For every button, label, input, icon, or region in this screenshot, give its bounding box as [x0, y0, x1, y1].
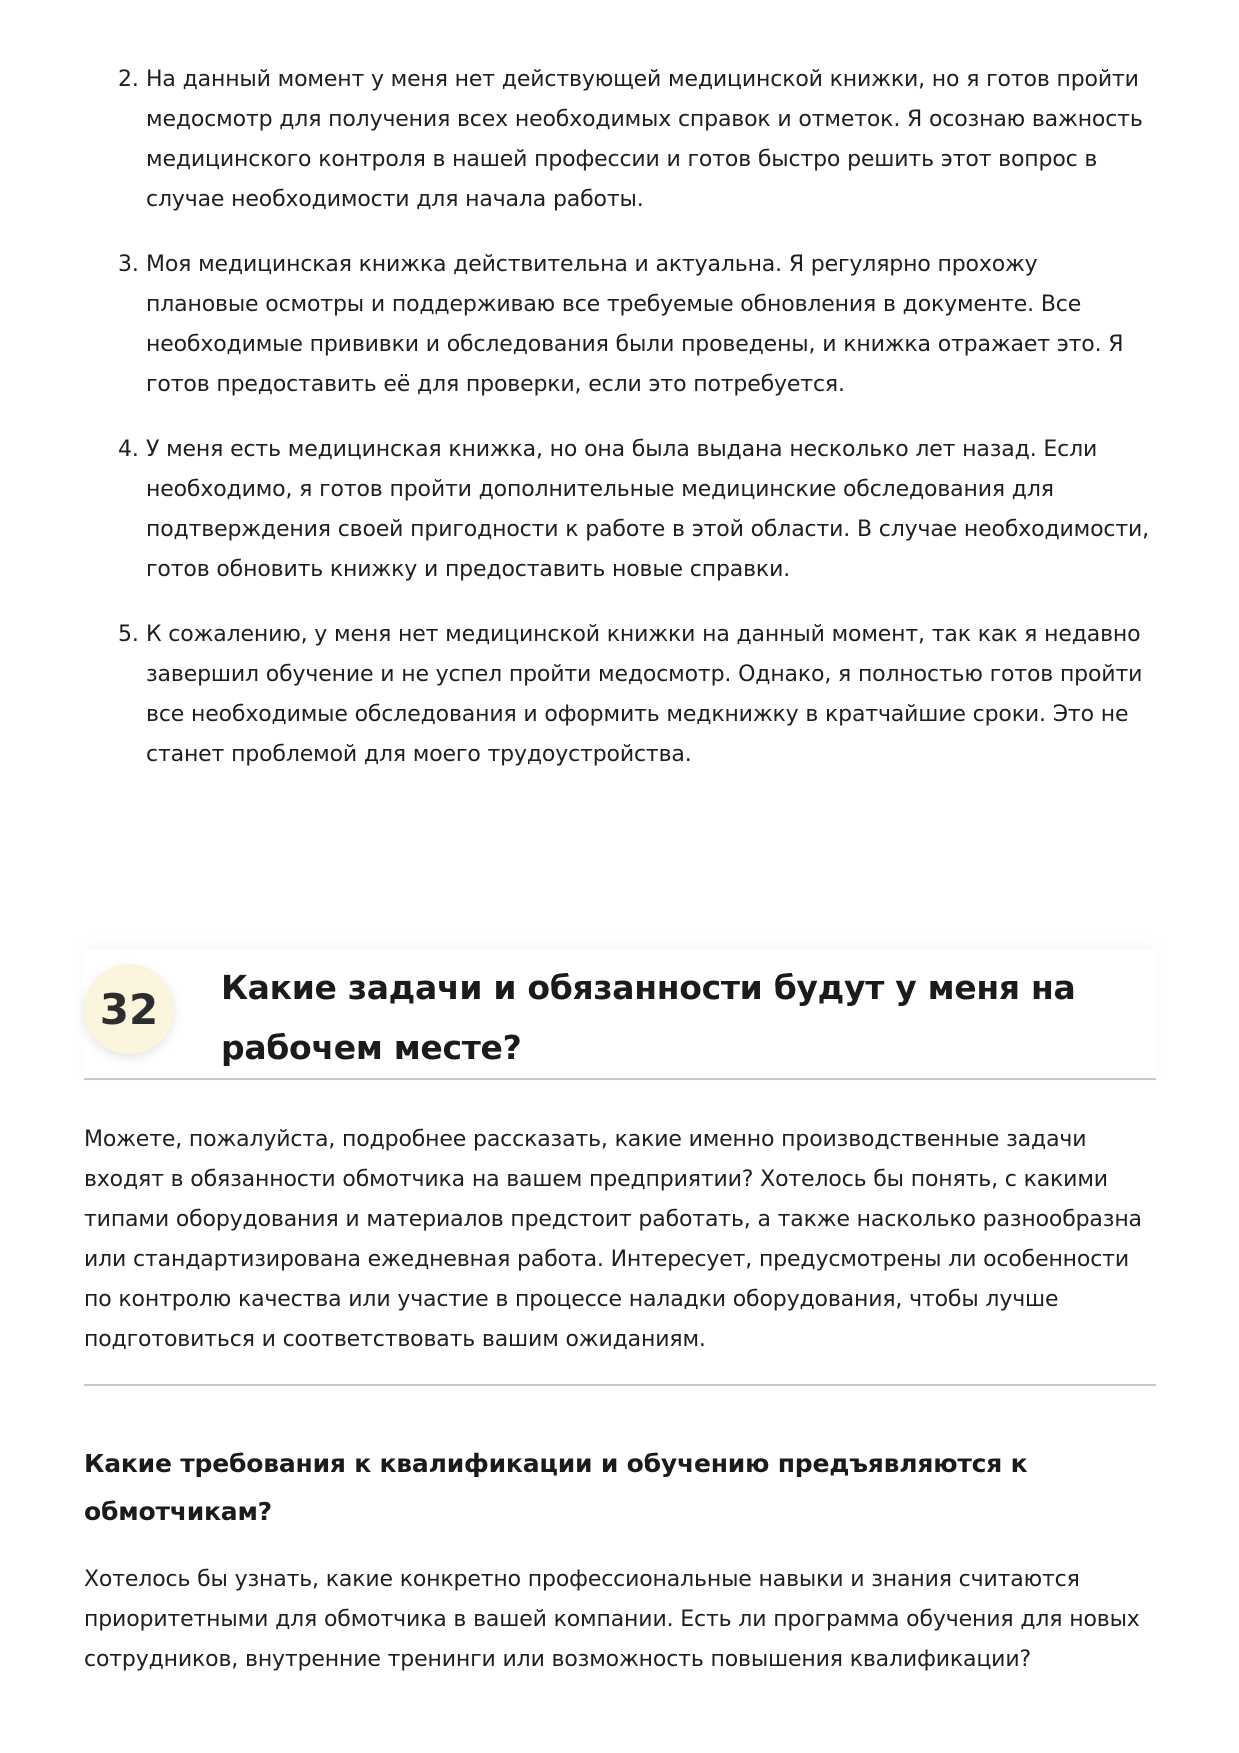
answer-list — [84, 60, 1156, 800]
answer-number: 5. — [118, 622, 139, 647]
answer-item-4 — [84, 430, 1156, 590]
question-title: Какие задачи и обязанности будут у меня на рабочем месте? — [221, 968, 1076, 1067]
answer-number: 2. — [118, 67, 139, 92]
answer-number: 3. — [118, 252, 139, 277]
question-description: Можете, пожалуйста, подробнее рассказать, какие именно производственные задачи входят в обязанности обмотчика на вашем предприятии? Хотелось бы понять, с какими типами оборудования и материалов предстоит работать, а также насколько разнообразна или стандартизирована ежедневная работа. Интересует, предусмотрены ли особенности по контролю качества или участие в процессе наладки оборудования, чтобы лучше подготовиться и соответствовать вашим ожиданиям. — [84, 1127, 1142, 1352]
answer-item-3 — [84, 245, 1156, 405]
subquestion-title: Какие требования к квалификации и обучению предъявляются к обмотчикам? — [84, 1449, 1028, 1526]
answer-item-2 — [84, 60, 1156, 220]
answer-text: К сожалению, у меня нет медицинской книжки на данный момент, так как я недавно завершил обучение и не успел пройти медосмотр. Однако, я полностью готов пройти все необходимые обследования и оформить медкнижку в кратчайшие сроки. Это не станет проблемой для моего трудоустройства. — [146, 622, 1143, 767]
answer-text: На данный момент у меня нет действующей медицинской книжки, но я готов пройти медосмотр для получения всех необходимых справок и отметок. Я осознаю важность медицинского контроля в нашей профессии и готов быстро решить этот вопрос в случае необходимости для начала работы. — [146, 67, 1143, 212]
answer-number: 4. — [118, 437, 139, 462]
question-number-badge: 32 — [84, 964, 174, 1054]
answer-item-5 — [84, 615, 1156, 775]
question-header — [84, 950, 1156, 1080]
section-divider — [84, 1384, 1156, 1386]
subquestion-description: Хотелось бы узнать, какие конкретно профессиональные навыки и знания считаются приоритетными для обмотчика в вашей компании. Есть ли программа обучения для новых сотрудников, внутренние тренинги или возможность повышения квалификации? — [84, 1567, 1140, 1672]
answer-text: У меня есть медицинская книжка, но она была выдана несколько лет назад. Если необходимо, я готов пройти дополнительные медицинские обследования для подтверждения своей пригодности к работе в этой области. В случае необходимости, готов обновить книжку и предоставить новые справки. — [146, 437, 1150, 582]
answer-text: Моя медицинская книжка действительна и актуальна. Я регулярно прохожу плановые осмотры и поддерживаю все требуемые обновления в документе. Все необходимые прививки и обследования были проведены, и книжка отражает это. Я готов предоставить её для проверки, если это потребуется. — [146, 252, 1124, 397]
